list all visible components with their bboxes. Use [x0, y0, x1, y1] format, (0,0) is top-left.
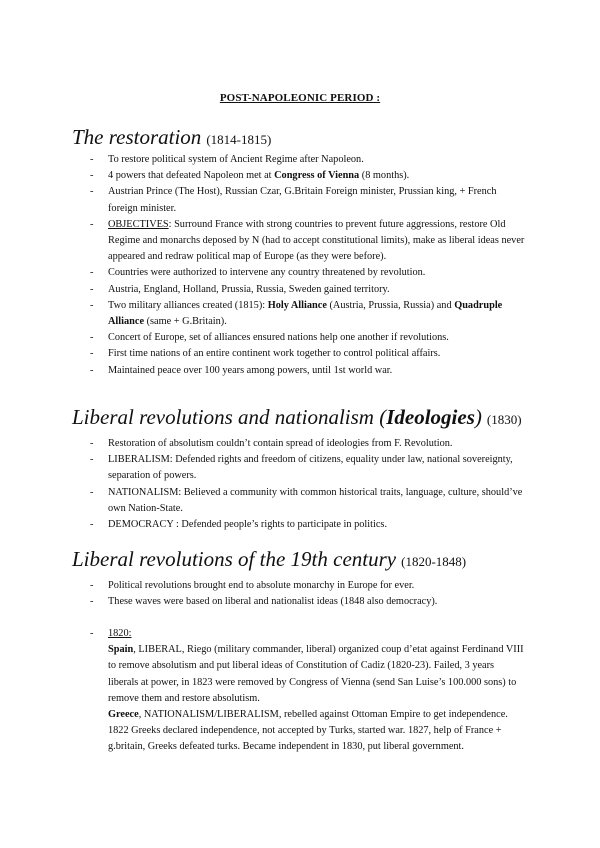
section-heading-ideologies: Liberal revolutions and nationalism (Ideologies) (1830): [72, 405, 522, 429]
restoration-years: (1814-1815): [206, 132, 272, 147]
list-item: - Political revolutions brought end to absolute monarchy in Europe for ever.: [90, 578, 526, 594]
19th-century-years: (1820-1848): [401, 554, 467, 569]
restoration-heading-text: The restoration: [72, 125, 202, 149]
restoration-list: [90, 152, 526, 379]
list-item: - Concert of Europe, set of alliances ensured nations help one another if revolutions.: [90, 330, 526, 346]
19th-century-list: [90, 578, 526, 610]
objectives-label: OBJECTIVES: [108, 218, 169, 230]
spain-paragraph: Spain, LIBERAL, Riego (military commander, liberal) organized coup d’etat against Ferdinand VIII to remove absolutism and put liberal ideas of Constitution of Cadiz (1820-23). Failed, 3 years liberals at power, in 1823 were removed by Congress of Vienna (send San Luise’s 100.000 sons) to remove them and restore absolutism.: [108, 644, 524, 704]
list-item: - 4 powers that defeated Napoleon met at Congress of Vienna (8 months).: [90, 168, 526, 184]
wave-1820-list: [90, 626, 526, 756]
list-item: - DEMOCRACY : Defended people’s rights to participate in politics.: [90, 517, 526, 533]
list-item: - To restore political system of Ancient Regime after Napoleon.: [90, 152, 526, 168]
list-item: - NATIONALISM: Believed a community with common historical traits, language, culture, should’ve own Nation-State.: [90, 485, 526, 517]
list-item: - First time nations of an entire continent work together to control political affairs.: [90, 346, 526, 362]
list-item: - OBJECTIVES: Surround France with strong countries to prevent future aggressions, restore Old Regime and monarchs deposed by N (had to accept constitutional limits), make as liberal ideas never appeared and redraw political map of Europe (as they were before).: [90, 217, 526, 266]
list-item: - Austria, England, Holland, Prussia, Russia, Sweden gained territory.: [90, 282, 526, 298]
ideologies-years: (1830): [486, 412, 522, 427]
document-title: POST-NAPOLEONIC PERIOD :: [219, 92, 381, 104]
wave-1820-item: [90, 626, 526, 756]
list-item: - Restoration of absolutism couldn’t contain spread of ideologies from F. Revolution.: [90, 436, 526, 452]
list-item: - Austrian Prince (The Host), Russian Czar, G.Britain Foreign minister, Prussian king, + French foreign minister.: [90, 184, 526, 216]
list-item: - LIBERALISM: Defended rights and freedom of citizens, equality under law, national sovereignty, separation of powers.: [90, 452, 526, 484]
greece-paragraph: Greece, NATIONALISM/LIBERALISM, rebelled against Ottoman Empire to get independence. 1822 Greeks declared independence, not accepted by Turks, started war. 1827, help of France + g.britain, Greeks defeated turks. Became independent in 1830, put liberal government.: [108, 709, 508, 753]
section-heading-restoration: [72, 126, 271, 151]
wave-1820-label: 1820:: [108, 628, 132, 639]
list-item: - Two military alliances created (1815): Holy Alliance (Austria, Prussia, Russia) and Quadruple Alliance (same + G.Britain).: [90, 298, 526, 330]
list-item: - These waves were based on liberal and nationalist ideas (1848 also democracy).: [90, 594, 526, 610]
ideologies-list: [90, 436, 526, 533]
section-heading-19th-century: Liberal revolutions of the 19th century (1820-1848): [72, 547, 467, 571]
list-item: - Countries were authorized to intervene any country threatened by revolution.: [90, 265, 526, 281]
list-item: - Maintained peace over 100 years among powers, until 1st world war.: [90, 363, 526, 379]
